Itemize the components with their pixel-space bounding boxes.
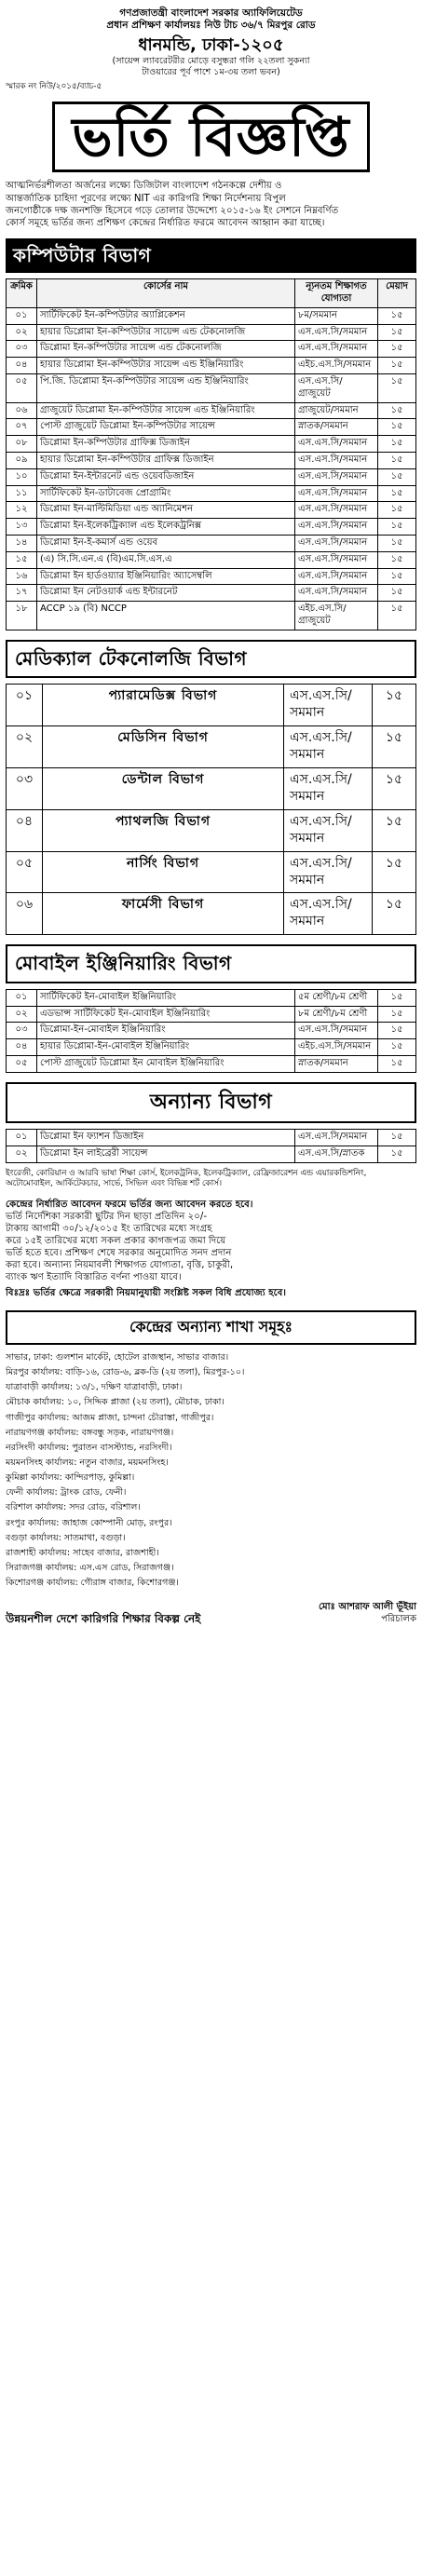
list-item: ফেনী কার্যালয়: ট্রাংক রোড, ফেনী। <box>6 1487 127 1498</box>
mobile-courses-table <box>6 989 416 1073</box>
table-row <box>7 585 416 602</box>
mobile-qualification: এইচ.এস.সি/সমমান <box>295 1039 378 1056</box>
course-duration: ১৫ <box>378 374 416 403</box>
table-row <box>7 453 416 469</box>
course-name: (এ) সি.সি.এন.এ (বি)এম.সি.এস.এ <box>37 551 295 568</box>
course-number: ১৮ <box>7 602 37 630</box>
branches-title: কেন্দ্রের অন্যান্য শাখা সমূহঃ <box>6 1310 416 1344</box>
other-number: ০১ <box>7 1129 37 1146</box>
course-qualification: এস.এস.সি/সমমান <box>295 341 378 358</box>
course-name: ডিপ্লোমা ইন হার্ডওয়্যার ইঞ্জিনিয়ারিং অ্যাসেম্বলি <box>37 568 295 585</box>
table-row <box>7 851 416 893</box>
course-number: ০৩ <box>7 341 37 358</box>
course-qualification: এস.এস.সি/সমমান <box>295 551 378 568</box>
mobile-courses-body <box>7 989 416 1072</box>
list-item: বরিশাল কার্যালয়: সদর রোড, বরিশাল। <box>6 1502 141 1513</box>
course-qualification: এইচ.এস.সি/গ্রাজুয়েট <box>295 602 378 630</box>
table-row <box>7 809 416 851</box>
other-courses-body <box>7 1129 416 1162</box>
notice-line-4: করে ১৫ই তারিখের মধ্যে সকল প্রকার কাগজপত্র জমা দিয়ে <box>6 1236 226 1247</box>
table-row <box>7 551 416 568</box>
course-name: ডিপ্লোমা ইন-কম্পিউটার গ্রাফিক্স ডিজাইন <box>37 436 295 453</box>
medical-department-title: মেডিক্যাল টেকনোলজি বিভাগ <box>6 640 416 679</box>
medical-duration: ১৫ <box>373 768 416 810</box>
table-row <box>7 1006 416 1023</box>
mobile-course-name: পোস্ট গ্রাজুয়েট ডিপ্লোমা ইন মোবাইল ইঞ্জিনিয়ারিং <box>37 1056 295 1073</box>
course-number: ১৬ <box>7 568 37 585</box>
course-qualification: এস.এস.সি/সমমান <box>295 502 378 519</box>
course-number: ১৫ <box>7 551 37 568</box>
course-duration: ১৫ <box>378 502 416 519</box>
table-row <box>7 485 416 502</box>
medical-qualification: এস.এস.সি/সমমান <box>284 726 373 768</box>
medical-number: ০১ <box>7 685 43 726</box>
list-item: কিশোরগঞ্জ কার্যালয়: গৌরাঙ্গ বাজার, কিশোরগঞ্জ। <box>6 1578 179 1589</box>
course-name: ডিপ্লোমা ইন-ইলেকট্রিক্যাল এন্ড ইলেকট্রনিক্স <box>37 519 295 536</box>
mobile-duration: ১৫ <box>378 1039 416 1056</box>
course-number: ০৯ <box>7 453 37 469</box>
course-qualification: এস.এস.সি/সমমান <box>295 324 378 341</box>
mobile-duration: ১৫ <box>378 989 416 1006</box>
list-item: নরসিংদী কার্যালয়: পুরাতন বাসস্ট্যান্ড, নরসিংদী। <box>6 1442 172 1453</box>
course-number: ১১ <box>7 485 37 502</box>
list-item: সাভার, ঢাকা: গুলশান মার্কেট, হোটেল রাজস্থান, সাভার বাজার। <box>6 1351 229 1363</box>
header-line-1: গণপ্রজাতন্ত্রী বাংলাদেশ সরকার অ্যাফিলিয়েটেড <box>119 7 303 19</box>
medical-duration: ১৫ <box>373 809 416 851</box>
medical-qualification: এস.এস.সি/সমমান <box>284 851 373 893</box>
table-row <box>7 468 416 485</box>
mobile-qualification: এস.এস.সি/সমমান <box>295 1023 378 1039</box>
memo-number: স্মারক নং নিউ/২০১৫/ব্যাচ-৫ <box>6 82 102 92</box>
medical-duration: ১৫ <box>373 851 416 893</box>
course-qualification: এস.এস.সি/সমমান <box>295 485 378 502</box>
medical-courses-table <box>6 684 416 935</box>
course-name: ডিপ্লোমা ইন-ই-কমার্স এন্ড ওয়েব <box>37 536 295 552</box>
mobile-course-name: হায়ার ডিপ্লোমা-ইন-মোবাইল ইঞ্জিনিয়ারিং <box>37 1039 295 1056</box>
course-number: ০৪ <box>7 358 37 374</box>
course-duration: ১৫ <box>378 307 416 324</box>
course-name: সার্টিফিকেট ইন-ডাটাবেজ প্রোগ্রামিং <box>37 485 295 502</box>
medical-department-name: ডেন্টাল বিভাগ <box>43 768 284 810</box>
course-name: ডিপ্লোমা ইন-মাল্টিমিডিয়া এন্ড অ্যানিমেশন <box>37 502 295 519</box>
course-number: ০৮ <box>7 436 37 453</box>
table-row <box>7 436 416 453</box>
header-line-3: ধানমন্ডি, ঢাকা-১২০৫ <box>138 34 284 55</box>
course-qualification: গ্রাজুয়েট/সমমান <box>295 402 378 419</box>
course-duration: ১৫ <box>378 324 416 341</box>
list-item: নারায়ণগঞ্জ কার্যালয়: বঙ্গবন্ধু সড়ক, নারায়ণগঞ্জ। <box>6 1427 174 1438</box>
mobile-course-name: এডভান্স সার্টিফিকেট ইন-মোবাইল ইঞ্জিনিয়ারিং <box>37 1006 295 1023</box>
notice-line-2: ভর্তি নির্দেশিকা সরকারী ছুটির দিন ছাড়া প্রতিদিন ২০/- <box>6 1212 208 1223</box>
notice-line-5: ভর্তি হতে হবে। প্রশিক্ষণ শেষে সরকার অনুমোদিত সনদ প্রদান <box>6 1248 232 1259</box>
course-name: ডিপ্লোমা ইন নেটওয়ার্ক এন্ড ইন্টারনেট <box>37 585 295 602</box>
table-row <box>7 341 416 358</box>
medical-courses-body <box>7 685 416 935</box>
notice-line-1: কেন্দ্রের নির্ধারিত আবেদন ফরমে ভর্তির জন্য আবেদন করতে হবে। <box>6 1200 253 1211</box>
table-row <box>7 402 416 419</box>
table-row <box>7 1039 416 1056</box>
table-row <box>7 726 416 768</box>
medical-department-name: মেডিসিন বিভাগ <box>43 726 284 768</box>
header-line-5: টাওয়ারের পূর্ব পাশে ১ম-৩য় তলা ভবন) <box>142 67 280 78</box>
course-duration: ১৫ <box>378 468 416 485</box>
mobile-number: ০৫ <box>7 1056 37 1073</box>
footer <box>6 1602 416 1626</box>
medical-qualification: এস.এস.সি/সমমান <box>284 685 373 726</box>
course-duration: ১৫ <box>378 436 416 453</box>
course-duration: ১৫ <box>378 341 416 358</box>
medical-department-name: নার্সিং বিভাগ <box>43 851 284 893</box>
other-qualification: এস.এস.সি/স্নাতক <box>295 1146 378 1162</box>
medical-qualification: এস.এস.সি/সমমান <box>284 893 373 935</box>
medical-number: ০৬ <box>7 893 43 935</box>
course-name: পোস্ট গ্রাজুয়েট ডিপ্লোমা ইন-কম্পিউটার সায়েন্স <box>37 419 295 436</box>
table-row <box>7 602 416 630</box>
intro-line-4: কোর্স সমূহে ভর্তির জন্য প্রশিক্ষণ কেন্দ্রের নির্ধারিত ফরমে আবেদন আহ্বান করা যাচ্ছে। <box>6 217 325 228</box>
course-name: হায়ার ডিপ্লোমা ইন-কম্পিউটার গ্রাফিক্স ডিজাইন <box>37 453 295 469</box>
mobile-number: ০৪ <box>7 1039 37 1056</box>
intro-line-2: আন্তর্জাতিক চাহিদা পূরণের লক্ষ্যে NIT এর কারিগরি শিক্ষা নির্দেশনায় বিপুল <box>6 193 286 204</box>
course-qualification: এস.এস.সি/সমমান <box>295 468 378 485</box>
list-item: মৌচাক কার্যালয়: ১০, সিদ্দিক প্লাজা (২য় তলা), মৌচাক, ঢাকা। <box>6 1397 225 1408</box>
course-name: হায়ার ডিপ্লোমা ইন-কম্পিউটার সায়েন্স এন্ড টেকনোলজি <box>37 324 295 341</box>
table-row <box>7 1023 416 1039</box>
mobile-course-name: সার্টিফিকেট ইন-মোবাইল ইঞ্জিনিয়ারিং <box>37 989 295 1006</box>
notice-line-7: ব্যাংক ঋণ ইত্যাদি বিস্তারিত বর্ণনা পাওয়া যাবে। <box>6 1272 182 1283</box>
computer-courses-table <box>6 278 416 630</box>
list-item: রংপুর কার্যালয়: জাহাজ কোম্পানী মোড়, রংপুর। <box>6 1517 172 1528</box>
course-qualification: এস.এস.সি/সমমান <box>295 568 378 585</box>
list-item: ময়মনসিংহ কার্যালয়: নতুন বাজার, ময়মনসিংহ। <box>6 1457 169 1469</box>
mobile-duration: ১৫ <box>378 1023 416 1039</box>
signature-block <box>319 1602 416 1626</box>
header-line-4: (সায়েন্স ল্যাবরেটরীর মোড়ে বসুন্ধরা গলি ২২তলা সুকন্যা <box>112 55 310 66</box>
mobile-qualification: ৮ম শ্রেণী/৮ম শ্রেণী <box>295 1006 378 1023</box>
medical-number: ০২ <box>7 726 43 768</box>
medical-qualification: এস.এস.সি/সমমান <box>284 768 373 810</box>
notice-line-8: বিঃদ্রঃ ভর্তির ক্ষেত্রে সরকারী নিয়মানুযায়ী সংশ্লিষ্ট সকল বিধি প্রযোজ্য হবে। <box>6 1288 287 1299</box>
medical-number: ০৩ <box>7 768 43 810</box>
other-duration: ১৫ <box>378 1146 416 1162</box>
admission-notice <box>6 1199 416 1299</box>
course-duration: ১৫ <box>378 536 416 552</box>
course-number: ০২ <box>7 324 37 341</box>
col-duration: মেয়াদ <box>378 279 416 308</box>
admission-banner-title: ভর্তি বিজ্ঞপ্তি <box>52 102 369 172</box>
other-course-name: ডিপ্লোমা ইন লাইব্রেরী সায়েন্স <box>37 1146 295 1162</box>
computer-courses-body <box>7 307 416 630</box>
table-row <box>7 307 416 324</box>
col-qualification: ন্যূনতম শিক্ষাগত যোগ্যতা <box>295 279 378 308</box>
list-item: মিরপুর কার্যালয়: বাড়ি-১৬, রোড-৬, ব্লক-ডি (২য় তলা), মিরপুর-১০। <box>6 1367 245 1378</box>
other-duration: ১৫ <box>378 1129 416 1146</box>
medical-number: ০৫ <box>7 851 43 893</box>
intro-line-3: জনগোষ্ঠীকে দক্ষ জনশক্তি হিসেবে গড়ে তোলার উদ্দেশ্যে ২০১৫-১৬ ইং সেশনে নিম্নবর্ণিত <box>6 205 339 216</box>
list-item: বগুড়া কার্যালয়: সাতমাথা, বগুড়া। <box>6 1532 126 1543</box>
course-qualification: এস.এস.সি/সমমান <box>295 536 378 552</box>
course-qualification: ৮ম/সমমান <box>295 307 378 324</box>
course-qualification: এস.এস.সি/সমমান <box>295 519 378 536</box>
signer-name: মোঃ আশরাফ আলী ভূঁইয়া <box>319 1602 416 1613</box>
course-duration: ১৫ <box>378 568 416 585</box>
col-course: কোর্সের নাম <box>37 279 295 308</box>
admission-banner <box>6 102 416 172</box>
course-name: হায়ার ডিপ্লোমা ইন-কম্পিউটার সায়েন্স এন্ড ইঞ্জিনিয়ারিং <box>37 358 295 374</box>
mobile-number: ০১ <box>7 989 37 1006</box>
course-duration: ১৫ <box>378 585 416 602</box>
other-department-title: অন্যান্য বিভাগ <box>6 1082 416 1123</box>
other-qualification: এস.এস.সি/সমমান <box>295 1129 378 1146</box>
course-qualification: স্নাতক/সমমান <box>295 419 378 436</box>
list-item: গাজীপুর কার্যালয়: আজম প্লাজা, চান্দনা চৌরাস্তা, গাজীপুর। <box>6 1412 214 1423</box>
mobile-course-name: ডিপ্লোমা-ইন-মোবাইল ইঞ্জিনিয়ারিং <box>37 1023 295 1039</box>
mobile-department-title: মোবাইল ইঞ্জিনিয়ারিং বিভাগ <box>6 944 416 983</box>
table-row <box>7 685 416 726</box>
mobile-qualification: স্নাতক/সমমান <box>295 1056 378 1073</box>
table-row <box>7 1129 416 1146</box>
signer-designation: পরিচালক <box>381 1614 416 1625</box>
medical-duration: ১৫ <box>373 685 416 726</box>
medical-duration: ১৫ <box>373 726 416 768</box>
course-number: ১৩ <box>7 519 37 536</box>
table-row <box>7 768 416 810</box>
course-duration: ১৫ <box>378 551 416 568</box>
course-number: ০৭ <box>7 419 37 436</box>
footer-slogan: উন্নয়নশীল দেশে কারিগরি শিক্ষার বিকল্প নেই <box>6 1611 201 1625</box>
medical-qualification: এস.এস.সি/সমমান <box>284 809 373 851</box>
mobile-number: ০৩ <box>7 1023 37 1039</box>
notice-line-3: টাকায় আগামী ৩০/১২/২০১৫ ইং তারিখের মধ্যে সংগ্রহ <box>6 1224 212 1235</box>
mobile-number: ০২ <box>7 1006 37 1023</box>
list-item: রাজশাহী কার্যালয়: সাহেব বাজার, রাজশাহী। <box>6 1547 159 1558</box>
mobile-duration: ১৫ <box>378 1006 416 1023</box>
course-qualification: এইচ.এস.সি/সমমান <box>295 358 378 374</box>
table-row <box>7 502 416 519</box>
list-item: কুমিল্লা কার্যালয়: কান্দিরপাড়, কুমিল্লা। <box>6 1472 135 1484</box>
course-name: ডিপ্লোমা ইন-কম্পিউটার সায়েন্স এন্ড টেকনোলজি <box>37 341 295 358</box>
notice-line-6: করা হবে। অন্যান্য নিয়মাবলী শিক্ষাগত যোগ্যতা, বৃত্তি, চাকুরী, <box>6 1260 234 1271</box>
other-number: ০২ <box>7 1146 37 1162</box>
mobile-duration: ১৫ <box>378 1056 416 1073</box>
other-course-name: ডিপ্লোমা ইন ফ্যাশন ডিজাইন <box>37 1129 295 1146</box>
col-no: ক্রমিক <box>7 279 37 308</box>
list-item: সিরাজগঞ্জ কার্যালয়: এস.এস রোড, সিরাজগঞ্জ। <box>6 1563 174 1574</box>
course-duration: ১৫ <box>378 519 416 536</box>
course-duration: ১৫ <box>378 358 416 374</box>
course-name: পি.জি. ডিপ্লোমা ইন-কম্পিউটার সায়েন্স এন্ড ইঞ্জিনিয়ারিং <box>37 374 295 403</box>
intro-line-1: আত্মনির্ভরশীলতা অর্জনের লক্ষ্যে ডিজিটাল বাংলাদেশ গঠনকল্পে দেশীয় ও <box>6 181 282 192</box>
course-duration: ১৫ <box>378 485 416 502</box>
course-number: ০৫ <box>7 374 37 403</box>
other-department-note: ইংরেজী, কোরিয়ান ও আরবি ভাষা শিক্ষা কোর্স, ইলেকট্রনিক, ইলেকট্রিক্যাল, রেফ্রিজারেশন এন্ড এয়ারকন্ডিশনিং, অটোমোবাইল, আর্কিটেকচার, সার্ভে, সিভিল এবং বিভিন্ন শর্ট কোর্স। <box>6 1168 367 1188</box>
medical-number: ০৪ <box>7 809 43 851</box>
table-row <box>7 536 416 552</box>
course-qualification: এস.এস.সি/গ্রাজুয়েট <box>295 374 378 403</box>
course-number: ১২ <box>7 502 37 519</box>
table-row <box>7 1146 416 1162</box>
table-row <box>7 358 416 374</box>
list-item: যাত্রাবাড়ী কার্যালয়: ১৩/১, দক্ষিণ যাত্রাবাড়ী, ঢাকা। <box>6 1382 183 1393</box>
table-row <box>7 374 416 403</box>
intro-paragraph <box>6 180 416 228</box>
table-row <box>7 989 416 1006</box>
course-number: ০৬ <box>7 402 37 419</box>
course-number: ০১ <box>7 307 37 324</box>
course-duration: ১৫ <box>378 419 416 436</box>
course-duration: ১৫ <box>378 402 416 419</box>
course-qualification: এস.এস.সি/সমমান <box>295 453 378 469</box>
course-duration: ১৫ <box>378 602 416 630</box>
table-row <box>7 419 416 436</box>
table-row <box>7 568 416 585</box>
medical-department-name: প্যারামেডিক্স বিভাগ <box>43 685 284 726</box>
course-name: ACCP ১৯ (বি) NCCP <box>37 602 295 630</box>
mobile-qualification: ৫ম শ্রেণী/৮ম শ্রেণী <box>295 989 378 1006</box>
course-name: গ্রাজুয়েট ডিপ্লোমা ইন-কম্পিউটার সায়েন্স এন্ড ইঞ্জিনিয়ারিং <box>37 402 295 419</box>
computer-department-title: কম্পিউটার বিভাগ <box>6 238 416 274</box>
course-qualification: এস.এস.সি/সমমান <box>295 585 378 602</box>
table-row <box>7 893 416 935</box>
course-number: ১৭ <box>7 585 37 602</box>
other-courses-table <box>6 1129 416 1163</box>
branches-list <box>6 1352 416 1590</box>
table-row <box>7 324 416 341</box>
course-qualification: এস.এস.সি/সমমান <box>295 436 378 453</box>
course-number: ১০ <box>7 468 37 485</box>
medical-department-name: প্যাথলজি বিভাগ <box>43 809 284 851</box>
header-line-2: প্রধান প্রশিক্ষণ কার্যালয়ঃ নিউ টাচ ৩৬/৭ মিরপুর রোড <box>106 20 316 32</box>
course-number: ১৪ <box>7 536 37 552</box>
medical-duration: ১৫ <box>373 893 416 935</box>
course-name: ডিপ্লোমা ইন-ইন্টারনেট এন্ড ওয়েবডিজাইন <box>37 468 295 485</box>
table-row <box>7 1056 416 1073</box>
course-name: সার্টিফিকেট ইন-কম্পিউটার অ্যাপ্লিকেশন <box>37 307 295 324</box>
table-row <box>7 519 416 536</box>
medical-department-name: ফার্মেসী বিভাগ <box>43 893 284 935</box>
course-duration: ১৫ <box>378 453 416 469</box>
